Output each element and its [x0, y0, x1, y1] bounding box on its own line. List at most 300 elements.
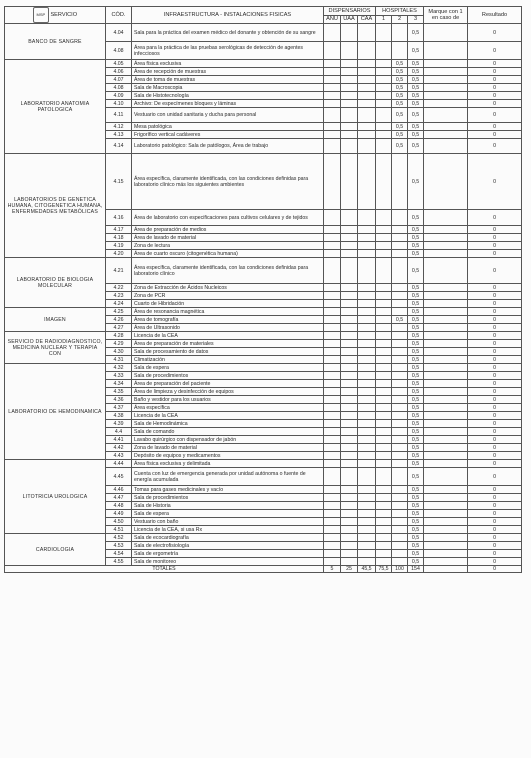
anu-cell — [324, 348, 341, 356]
header-anu: ANU — [324, 15, 341, 24]
h2-cell: 0,5 — [392, 76, 408, 84]
total-marque — [424, 566, 468, 573]
h2-cell — [392, 308, 408, 316]
h1-cell — [376, 76, 392, 84]
h3-cell: 0,5 — [408, 308, 424, 316]
item-description: Área de preparación del paciente — [132, 380, 324, 388]
anu-cell — [324, 234, 341, 242]
anu-cell — [324, 444, 341, 452]
uaa-cell — [341, 68, 358, 76]
anu-cell — [324, 502, 341, 510]
caa-cell — [358, 396, 376, 404]
item-code: 4.05 — [106, 60, 132, 68]
h1-cell — [376, 42, 392, 60]
uaa-cell — [341, 494, 358, 502]
item-code: 4.04 — [106, 24, 132, 42]
h1-cell — [376, 242, 392, 250]
anu-cell — [324, 550, 341, 558]
caa-cell — [358, 258, 376, 284]
item-description: Tomas para gases medicinales y vacío — [132, 486, 324, 494]
h1-cell — [376, 234, 392, 242]
h3-cell: 0,5 — [408, 460, 424, 468]
total-h3: 154 — [408, 566, 424, 573]
item-code: 4.4 — [106, 428, 132, 436]
resultado-cell: 0 — [468, 68, 522, 76]
h3-cell: 0,5 — [408, 356, 424, 364]
uaa-cell — [341, 250, 358, 258]
item-description: Área para la práctica de las pruebas serológicas de detección de agentes infecciosos — [132, 42, 324, 60]
h2-cell — [392, 542, 408, 550]
item-description: Sala de ecocardiografía — [132, 534, 324, 542]
item-code: 4.20 — [106, 250, 132, 258]
marque-cell — [424, 242, 468, 250]
uaa-cell — [341, 108, 358, 123]
total-anu: 5 — [324, 566, 341, 573]
h3-cell: 0,5 — [408, 242, 424, 250]
header-h3: 3 — [408, 15, 424, 24]
caa-cell — [358, 444, 376, 452]
item-description: Zona de Extracción de Ácidos Nucleicos — [132, 284, 324, 292]
service-name: LABORATORIOS DE GENETICA HUMANA, CITOGENETICA HUMANA, ENFERMEDADES METABÓLICAS — [5, 154, 106, 258]
caa-cell — [358, 510, 376, 518]
item-description: Climatización — [132, 356, 324, 364]
uaa-cell — [341, 364, 358, 372]
uaa-cell — [341, 100, 358, 108]
resultado-cell: 0 — [468, 60, 522, 68]
h1-cell — [376, 300, 392, 308]
total-h1: 75,5 — [376, 566, 392, 573]
marque-cell — [424, 404, 468, 412]
item-code: 4.47 — [106, 494, 132, 502]
caa-cell — [358, 494, 376, 502]
table-row — [5, 364, 522, 372]
item-code: 4.55 — [106, 558, 132, 566]
resultado-cell: 0 — [468, 468, 522, 486]
resultado-cell: 0 — [468, 292, 522, 300]
h1-cell — [376, 100, 392, 108]
caa-cell — [358, 550, 376, 558]
h1-cell — [376, 396, 392, 404]
h2-cell — [392, 324, 408, 332]
marque-cell — [424, 542, 468, 550]
item-code: 4.21 — [106, 258, 132, 284]
h2-cell — [392, 226, 408, 234]
item-code: 4.16 — [106, 210, 132, 226]
item-code: 4.33 — [106, 372, 132, 380]
uaa-cell — [341, 332, 358, 340]
h3-cell: 0,5 — [408, 324, 424, 332]
item-code: 4.27 — [106, 324, 132, 332]
h3-cell: 0,5 — [408, 108, 424, 123]
caa-cell — [358, 234, 376, 242]
resultado-cell: 0 — [468, 76, 522, 84]
h3-cell: 0,5 — [408, 348, 424, 356]
resultado-cell: 0 — [468, 534, 522, 542]
h3-cell: 0,5 — [408, 76, 424, 84]
h1-cell — [376, 502, 392, 510]
item-description: Sala de Historia — [132, 502, 324, 510]
uaa-cell — [341, 518, 358, 526]
anu-cell — [324, 332, 341, 340]
item-description: Cuarto de Hibridación — [132, 300, 324, 308]
marque-cell — [424, 234, 468, 242]
marque-cell — [424, 550, 468, 558]
item-description: Archivo: De especímenes bloques y láminas — [132, 100, 324, 108]
caa-cell — [358, 250, 376, 258]
resultado-cell: 0 — [468, 558, 522, 566]
h2-cell — [392, 420, 408, 428]
item-description: Área de preparación de medios — [132, 226, 324, 234]
h3-cell: 0,5 — [408, 24, 424, 42]
anu-cell — [324, 154, 341, 210]
h1-cell — [376, 226, 392, 234]
caa-cell — [358, 131, 376, 139]
h3-cell: 0,5 — [408, 388, 424, 396]
resultado-cell: 0 — [468, 502, 522, 510]
h2-cell: 0,5 — [392, 84, 408, 92]
uaa-cell — [341, 372, 358, 380]
anu-cell — [324, 452, 341, 460]
caa-cell — [358, 60, 376, 68]
resultado-cell: 0 — [468, 380, 522, 388]
marque-cell — [424, 372, 468, 380]
marque-cell — [424, 258, 468, 284]
item-code: 4.28 — [106, 332, 132, 340]
anu-cell — [324, 324, 341, 332]
resultado-cell: 0 — [468, 332, 522, 340]
caa-cell — [358, 388, 376, 396]
marque-cell — [424, 332, 468, 340]
h1-cell — [376, 340, 392, 348]
table-row — [5, 60, 522, 68]
uaa-cell — [341, 534, 358, 542]
resultado-cell: 0 — [468, 452, 522, 460]
caa-cell — [358, 486, 376, 494]
h3-cell: 0,5 — [408, 468, 424, 486]
h3-cell: 0,5 — [408, 154, 424, 210]
h1-cell — [376, 468, 392, 486]
anu-cell — [324, 284, 341, 292]
h1-cell — [376, 308, 392, 316]
caa-cell — [358, 154, 376, 210]
caa-cell — [358, 436, 376, 444]
uaa-cell — [341, 468, 358, 486]
resultado-cell: 0 — [468, 486, 522, 494]
h3-cell: 0,5 — [408, 444, 424, 452]
h2-cell — [392, 502, 408, 510]
h1-cell — [376, 542, 392, 550]
item-code: 4.49 — [106, 510, 132, 518]
anu-cell — [324, 92, 341, 100]
caa-cell — [358, 420, 376, 428]
marque-cell — [424, 284, 468, 292]
h3-cell: 0,5 — [408, 316, 424, 324]
item-description: Sala de ergometría — [132, 550, 324, 558]
h2-cell: 0,5 — [392, 108, 408, 123]
service-name: SERVICIO DE RADIODIAGNOSTICO, MEDICINA NUCLEAR Y TERAPIA CON — [5, 332, 106, 364]
anu-cell — [324, 210, 341, 226]
item-description: Área física exclusiva — [132, 60, 324, 68]
caa-cell — [358, 316, 376, 324]
h2-cell — [392, 396, 408, 404]
anu-cell — [324, 300, 341, 308]
item-description: Área de lavado de material — [132, 234, 324, 242]
caa-cell — [358, 468, 376, 486]
item-code: 4.17 — [106, 226, 132, 234]
header-caa: CAA — [358, 15, 376, 24]
h1-cell — [376, 68, 392, 76]
h1-cell — [376, 348, 392, 356]
uaa-cell — [341, 558, 358, 566]
h3-cell: 0,5 — [408, 68, 424, 76]
resultado-cell: 0 — [468, 494, 522, 502]
anu-cell — [324, 68, 341, 76]
table-row — [5, 460, 522, 468]
servicio-label: SERVICIO — [50, 12, 78, 18]
h1-cell — [376, 486, 392, 494]
marque-cell — [424, 380, 468, 388]
item-description: Depósito de equipos y medicamentos — [132, 452, 324, 460]
anu-cell — [324, 131, 341, 139]
resultado-cell: 0 — [468, 300, 522, 308]
resultado-cell: 0 — [468, 234, 522, 242]
uaa-cell — [341, 242, 358, 250]
resultado-cell: 0 — [468, 356, 522, 364]
item-code: 4.14 — [106, 139, 132, 154]
h1-cell — [376, 123, 392, 131]
item-code: 4.45 — [106, 468, 132, 486]
marque-cell — [424, 226, 468, 234]
resultado-cell: 0 — [468, 428, 522, 436]
caa-cell — [358, 84, 376, 92]
h3-cell: 0,5 — [408, 420, 424, 428]
caa-cell — [358, 502, 376, 510]
resultado-cell: 0 — [468, 226, 522, 234]
header-uaa: UAA — [341, 15, 358, 24]
resultado-cell: 0 — [468, 364, 522, 372]
item-description: Zona de lectura — [132, 242, 324, 250]
anu-cell — [324, 60, 341, 68]
h1-cell — [376, 139, 392, 154]
uaa-cell — [341, 131, 358, 139]
header-h1: 1 — [376, 15, 392, 24]
h1-cell — [376, 526, 392, 534]
h3-cell: 0,5 — [408, 340, 424, 348]
h3-cell: 0,5 — [408, 452, 424, 460]
item-code: 4.48 — [106, 502, 132, 510]
h2-cell — [392, 42, 408, 60]
item-description: Sala de Hemodinámica — [132, 420, 324, 428]
item-code: 4.10 — [106, 100, 132, 108]
table-row — [5, 308, 522, 316]
item-code: 4.18 — [106, 234, 132, 242]
header-h2: 2 — [392, 15, 408, 24]
totals-row — [5, 566, 522, 573]
anu-cell — [324, 24, 341, 42]
anu-cell — [324, 460, 341, 468]
h1-cell — [376, 420, 392, 428]
header-infraestructura: INFRAESTRUCTURA - INSTALACIONES FISICAS — [132, 7, 324, 24]
item-code: 4.39 — [106, 420, 132, 428]
uaa-cell — [341, 428, 358, 436]
marque-cell — [424, 494, 468, 502]
anu-cell — [324, 494, 341, 502]
uaa-cell — [341, 380, 358, 388]
h3-cell: 0,5 — [408, 210, 424, 226]
anu-cell — [324, 412, 341, 420]
item-description: Licencia de la CEA — [132, 332, 324, 340]
uaa-cell — [341, 526, 358, 534]
resultado-cell: 0 — [468, 436, 522, 444]
h1-cell — [376, 494, 392, 502]
h1-cell — [376, 92, 392, 100]
h3-cell: 0,5 — [408, 42, 424, 60]
resultado-cell: 0 — [468, 510, 522, 518]
caa-cell — [358, 518, 376, 526]
anu-cell — [324, 420, 341, 428]
item-code: 4.30 — [106, 348, 132, 356]
h3-cell: 0,5 — [408, 502, 424, 510]
resultado-cell: 0 — [468, 92, 522, 100]
h1-cell — [376, 356, 392, 364]
uaa-cell — [341, 444, 358, 452]
h2-cell — [392, 558, 408, 566]
caa-cell — [358, 534, 376, 542]
item-description: Vestuario con baño — [132, 518, 324, 526]
marque-cell — [424, 396, 468, 404]
marque-cell — [424, 356, 468, 364]
h2-cell — [392, 452, 408, 460]
anu-cell — [324, 308, 341, 316]
h3-cell: 0,5 — [408, 372, 424, 380]
h3-cell: 0,5 — [408, 292, 424, 300]
item-code: 4.12 — [106, 123, 132, 131]
uaa-cell — [341, 139, 358, 154]
caa-cell — [358, 292, 376, 300]
anu-cell — [324, 510, 341, 518]
caa-cell — [358, 226, 376, 234]
h2-cell — [392, 258, 408, 284]
resultado-cell: 0 — [468, 526, 522, 534]
anu-cell — [324, 108, 341, 123]
resultado-cell: 0 — [468, 404, 522, 412]
h1-cell — [376, 60, 392, 68]
h2-cell — [392, 292, 408, 300]
caa-cell — [358, 460, 376, 468]
caa-cell — [358, 92, 376, 100]
item-description: Área de preparación de materiales — [132, 340, 324, 348]
item-description: Sala de espera — [132, 510, 324, 518]
item-code: 4.15 — [106, 154, 132, 210]
item-code: 4.46 — [106, 486, 132, 494]
marque-cell — [424, 131, 468, 139]
marque-cell — [424, 452, 468, 460]
anu-cell — [324, 486, 341, 494]
h3-cell: 0,5 — [408, 332, 424, 340]
marque-cell — [424, 308, 468, 316]
h3-cell: 0,5 — [408, 404, 424, 412]
h3-cell: 0,5 — [408, 226, 424, 234]
h3-cell: 0,5 — [408, 84, 424, 92]
item-code: 4.38 — [106, 412, 132, 420]
uaa-cell — [341, 258, 358, 284]
h1-cell — [376, 460, 392, 468]
item-description: Lavabo quirúrgico con dispensador de jabón — [132, 436, 324, 444]
resultado-cell: 0 — [468, 348, 522, 356]
item-code: 4.26 — [106, 316, 132, 324]
item-code: 4.42 — [106, 444, 132, 452]
item-description: Zona de PCR — [132, 292, 324, 300]
service-name: LABORATORIO DE HEMODINAMICA — [5, 364, 106, 460]
resultado-cell: 0 — [468, 316, 522, 324]
header-marque: Marque con 1 en caso de — [424, 7, 468, 24]
item-description: Área de tomografía — [132, 316, 324, 324]
item-description: Área de limpieza y desinfección de equipos — [132, 388, 324, 396]
h3-cell: 0,5 — [408, 380, 424, 388]
item-code: 4.25 — [106, 308, 132, 316]
marque-cell — [424, 123, 468, 131]
anu-cell — [324, 380, 341, 388]
resultado-cell: 0 — [468, 250, 522, 258]
anu-cell — [324, 396, 341, 404]
resultado-cell: 0 — [468, 340, 522, 348]
item-description: Área específica — [132, 404, 324, 412]
marque-cell — [424, 108, 468, 123]
table-row — [5, 154, 522, 210]
marque-cell — [424, 558, 468, 566]
service-name: LABORATORIO DE BIOLOGIA MOLECULAR — [5, 258, 106, 308]
anu-cell — [324, 250, 341, 258]
anu-cell — [324, 139, 341, 154]
resultado-cell: 0 — [468, 139, 522, 154]
resultado-cell: 0 — [468, 84, 522, 92]
h2-cell — [392, 242, 408, 250]
h3-cell: 0,5 — [408, 542, 424, 550]
h3-cell: 0,5 — [408, 123, 424, 131]
h1-cell — [376, 404, 392, 412]
service-name: BANCO DE SANGRE — [5, 24, 106, 60]
service-name: CARDIOLOGIA — [5, 534, 106, 566]
item-code: 4.36 — [106, 396, 132, 404]
marque-cell — [424, 316, 468, 324]
item-code: 4.35 — [106, 388, 132, 396]
h2-cell — [392, 526, 408, 534]
h1-cell — [376, 332, 392, 340]
h2-cell — [392, 380, 408, 388]
table-body — [5, 24, 522, 566]
item-description: Licencia de la CEA — [132, 412, 324, 420]
h2-cell — [392, 234, 408, 242]
h2-cell — [392, 486, 408, 494]
h1-cell — [376, 428, 392, 436]
item-description: Área de toma de muestras — [132, 76, 324, 84]
item-description: Sala de procesamiento de datos — [132, 348, 324, 356]
h2-cell — [392, 510, 408, 518]
h2-cell — [392, 494, 408, 502]
h1-cell — [376, 258, 392, 284]
caa-cell — [358, 139, 376, 154]
h2-cell — [392, 284, 408, 292]
caa-cell — [358, 308, 376, 316]
uaa-cell — [341, 486, 358, 494]
h3-cell: 0,5 — [408, 396, 424, 404]
anu-cell — [324, 258, 341, 284]
h2-cell — [392, 300, 408, 308]
item-description: Área de recepción de muestras — [132, 68, 324, 76]
caa-cell — [358, 210, 376, 226]
item-code: 4.09 — [106, 92, 132, 100]
h1-cell — [376, 412, 392, 420]
